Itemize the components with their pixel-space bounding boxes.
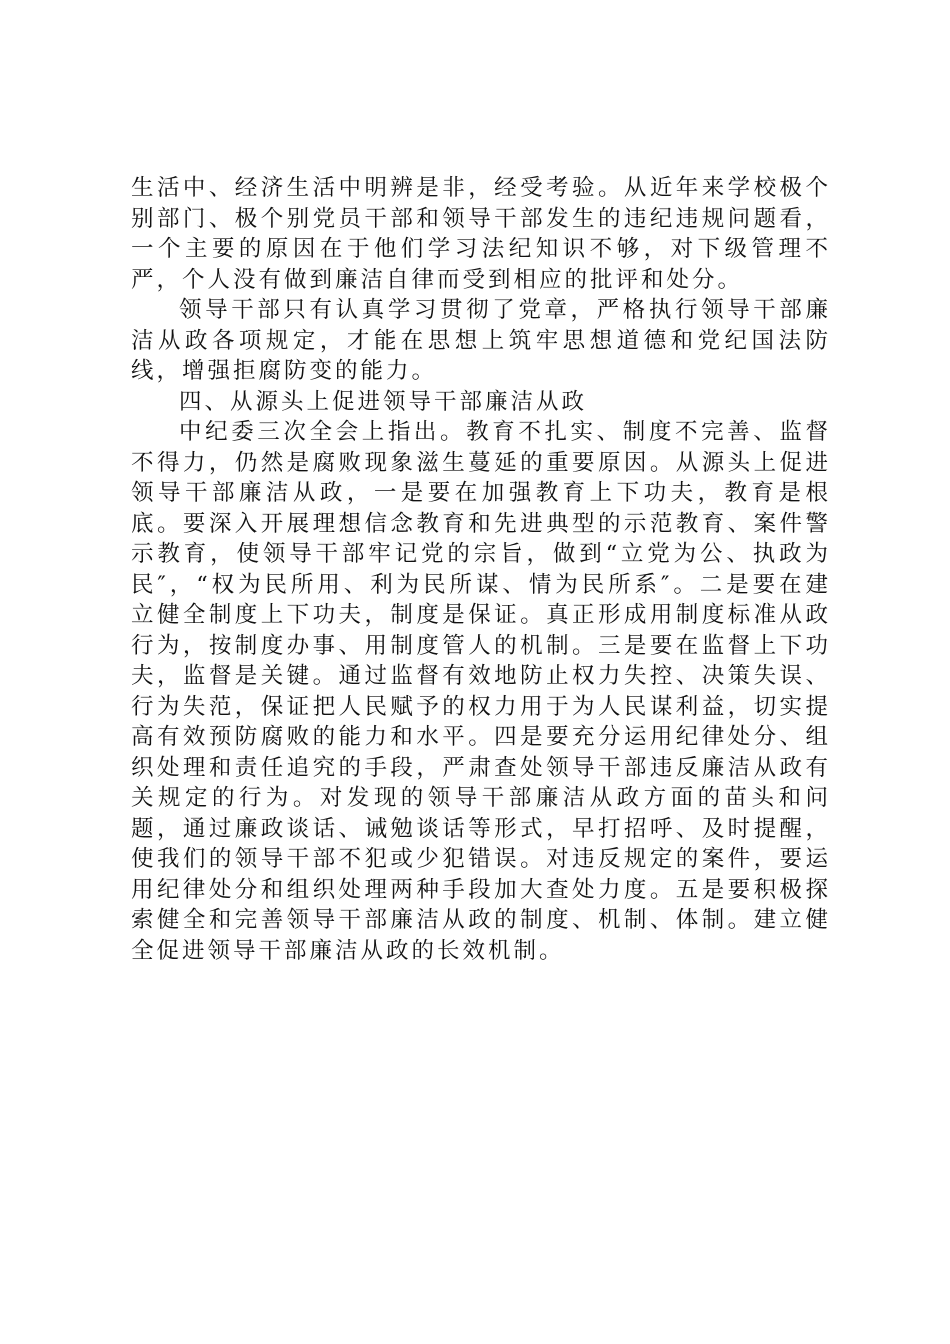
paragraph-continuation: 生活中、经济生活中明辨是非，经受考验。从近年来学校极个别部门、极个别党员干部和领导干部发生的违纪违规问题看，一个主要的原因在于他们学习法纪知识不够，对下级管理不严，个人没有做到廉洁自律而受到相应的批评和处分。 (131, 175, 831, 293)
section-heading-4: 四、从源头上促进领导干部廉洁从政 (179, 388, 588, 415)
document-body (131, 173, 831, 966)
paragraph-source-prevention: 中纪委三次全会上指出。教育不扎实、制度不完善、监督不得力，仍然是腐败现象滋生蔓延的重要原因。从源头上促进领导干部廉洁从政，一是要在加强教育上下功夫，教育是根底。要深入开展理想信念教育和先进典型的示范教育、案件警示教育，使领导干部牢记党的宗旨，做到“立党为公、执政为民″，“权为民所用、利为民所谋、情为民所系″。二是要在建立健全制度上下功夫，制度是保证。真正形成用制度标准从政行为，按制度办事、用制度管人的机制。三是要在监督上下功夫，监督是关键。通过监督有效地防止权力失控、决策失误、行为失范，保证把人民赋予的权力用于为人民谋利益，切实提高有效预防腐败的能力和水平。四是要充分运用纪律处分、组织处理和责任追究的手段，严肃查处领导干部违反廉洁从政有关规定的行为。对发现的领导干部廉洁从政方面的苗头和问题，通过廉政谈话、诫勉谈话等形式，早打招呼、及时提醒，使我们的领导干部不犯或少犯错误。对违反规定的案件，要运用纪律处分和组织处理两种手段加大查处力度。五是要积极探索健全和完善领导干部廉洁从政的制度、机制、体制。建立健全促进领导干部廉洁从政的长效机制。 (131, 419, 831, 964)
paragraph-party-constitution: 领导干部只有认真学习贯彻了党章，严格执行领导干部廉洁从政各项规定，才能在思想上筑牢思想道德和党纪国法防线，增强拒腐防变的能力。 (131, 297, 831, 384)
